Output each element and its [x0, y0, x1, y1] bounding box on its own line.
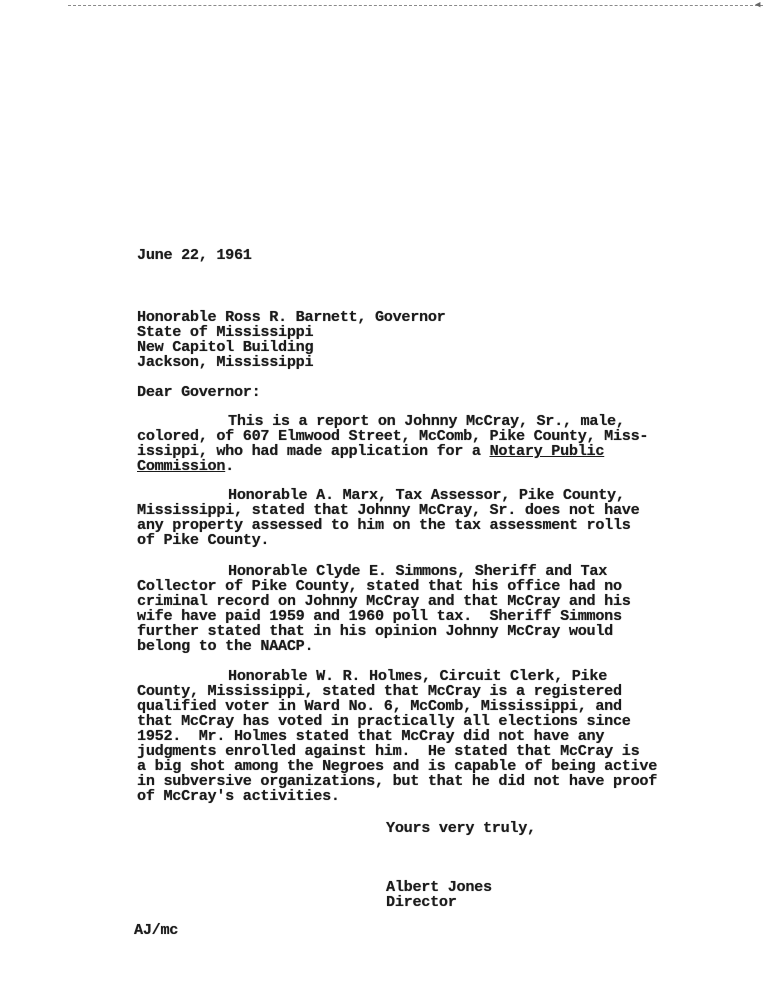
top-edge-rule [68, 5, 763, 6]
body-line: of Pike County. [137, 531, 270, 549]
underlined-text: Commission [137, 457, 226, 475]
body-line: Honorable W. R. Holmes, Circuit Clerk, Pike [228, 667, 608, 685]
body-line: Honorable Clyde E. Simmons, Sheriff and Tax [228, 562, 608, 580]
body-line: Honorable A. Marx, Tax Assessor, Pike County, [228, 486, 625, 504]
closing: Yours very truly, [386, 819, 536, 837]
recipient-line: Jackson, Mississippi [137, 353, 314, 371]
salutation: Dear Governor: [137, 383, 261, 401]
body-line: qualified voter in Ward No. 6, McComb, Mississippi, and [137, 697, 622, 715]
body-line: that McCray has voted in practically all elections since [137, 712, 631, 730]
body-line: judgments enrolled against him. He stated that McCray is [137, 742, 640, 760]
body-line: 1952. Mr. Holmes stated that McCray did not have any [137, 727, 605, 745]
typist-initials: AJ/mc [134, 921, 179, 939]
body-line: Collector of Pike County, stated that his office had no [137, 577, 622, 595]
underlined-text: Notary Public [489, 442, 605, 460]
page-corner-mark: ◀ [755, 0, 761, 10]
body-line: Mississippi, stated that Johnny McCray, Sr. does not have [137, 501, 640, 519]
body-line: This is a report on Johnny McCray, Sr., male, [228, 412, 625, 430]
signer-title: Director [386, 893, 457, 911]
body-line: any property assessed to him on the tax assessment rolls [137, 516, 631, 534]
recipient-line: Honorable Ross R. Barnett, Governor [137, 308, 446, 326]
letter-date: June 22, 1961 [137, 246, 252, 264]
body-text: issippi, who had made application for a [137, 442, 490, 460]
body-line: wife have paid 1959 and 1960 poll tax. Sheriff Simmons [137, 607, 622, 625]
body-line: of McCray's activities. [137, 787, 340, 805]
recipient-line: State of Mississippi [137, 323, 314, 341]
body-line: further stated that in his opinion Johnny McCray would [137, 622, 613, 640]
signer-name: Albert Jones [386, 878, 492, 896]
body-line: in subversive organizations, but that he did not have proof [137, 772, 658, 790]
body-line [137, 459, 234, 474]
body-line: belong to the NAACP. [137, 637, 314, 655]
body-text: . [225, 457, 234, 475]
recipient-line: New Capitol Building [137, 338, 314, 356]
body-line: colored, of 607 Elmwood Street, McComb, Pike County, Miss- [137, 427, 649, 445]
body-line: County, Mississippi, stated that McCray is a registered [137, 682, 622, 700]
body-line: a big shot among the Negroes and is capable of being active [137, 757, 658, 775]
body-line: criminal record on Johnny McCray and that McCray and his [137, 592, 631, 610]
